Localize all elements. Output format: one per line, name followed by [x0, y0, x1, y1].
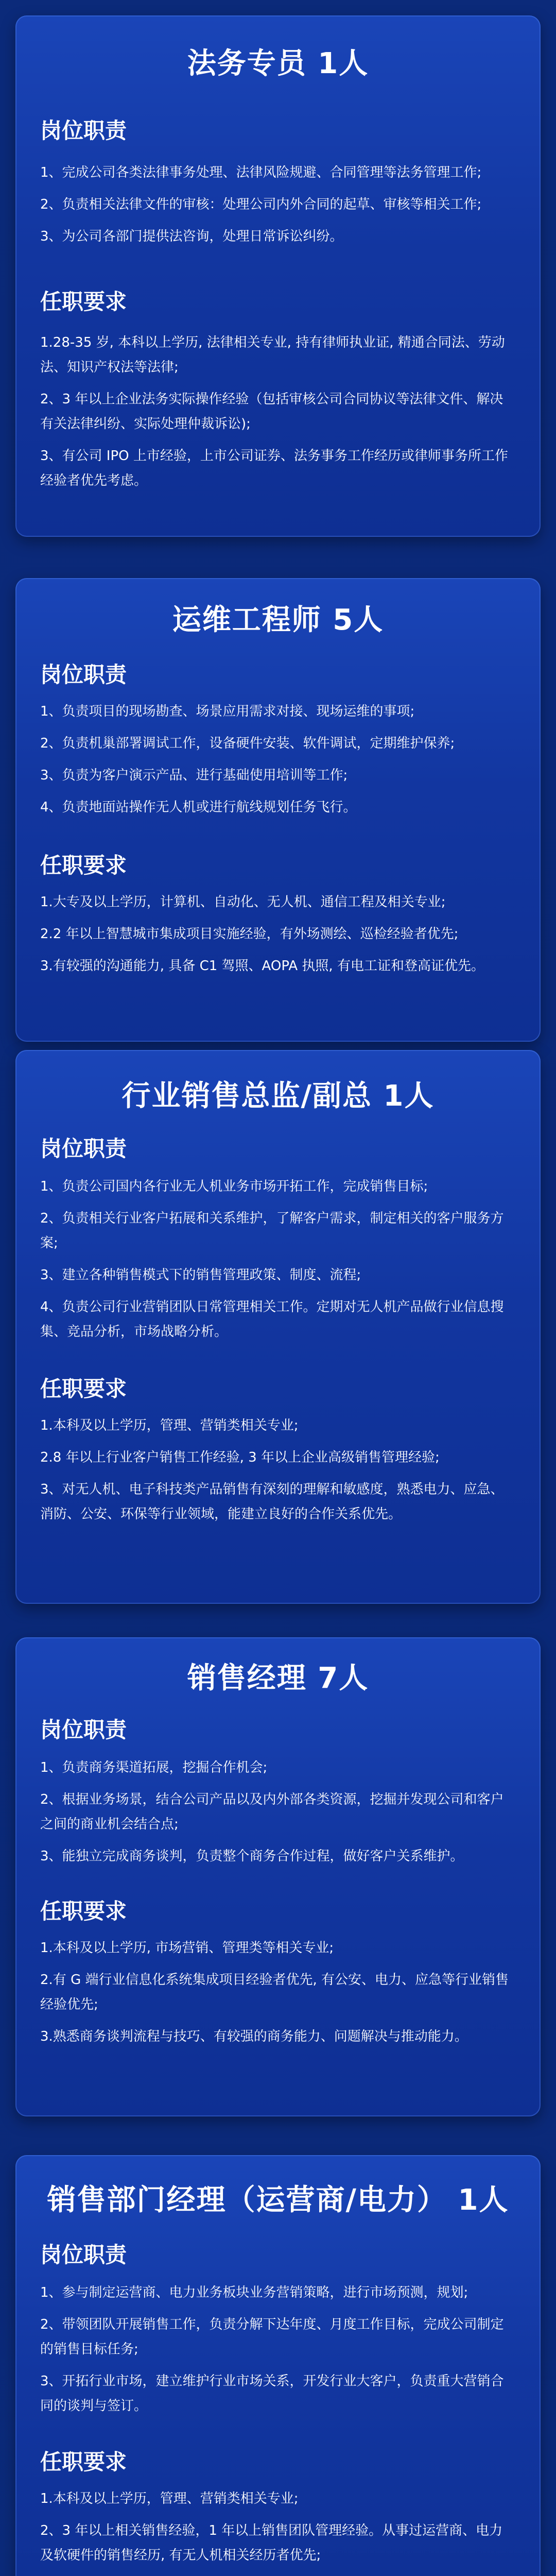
- job-title: 销售经理 7人: [187, 1662, 369, 1695]
- requirements-heading: 任职要求: [40, 289, 127, 315]
- duty-item: 3、负责为客户演示产品、进行基础使用培训等工作;: [40, 768, 348, 784]
- job-title: 行业销售总监/副总 1人: [121, 1079, 435, 1113]
- requirement-item: 3.有较强的沟通能力, 具备 C1 驾照、AOPA 执照, 有电工证和登高证优先。: [40, 958, 484, 974]
- duties-heading: 岗位职责: [40, 2242, 127, 2268]
- duty-item: 4、负责地面站操作无人机或进行航线规划任务飞行。: [40, 800, 357, 816]
- requirements-list: [40, 2486, 516, 2576]
- duty-item: 3、开拓行业市场，建立维护行业市场关系，开发行业大客户，负责重大营销合同的谈判与签订。: [40, 2374, 504, 2414]
- requirements-list: [40, 1413, 516, 1527]
- duty-item: 1、完成公司各类法律事务处理、法律风险规避、合同管理等法务管理工作;: [40, 165, 482, 181]
- job-title: 销售部门经理（运营商/电力） 1人: [47, 2183, 509, 2217]
- duty-item: 1、负责项目的现场勘查、场景应用需求对接、现场运维的事项;: [40, 704, 415, 720]
- requirement-item: 2、3 年以上相关销售经验，1 年以上销售团队管理经验。从事过运营商、电力及软硬件的销售经历, 有无人机相关经历者优先;: [40, 2523, 503, 2564]
- duty-item: 2、负责机巢部署调试工作，设备硬件安装、软件调试，定期维护保养;: [40, 736, 455, 752]
- requirement-item: 1.本科及以上学历, 市场营销、管理类等相关专业;: [40, 1940, 334, 1956]
- duties-heading: 岗位职责: [40, 1717, 127, 1743]
- duty-item: 1、负责商务渠道拓展，挖掘合作机会;: [40, 1760, 268, 1776]
- duty-item: 3、建立各种销售模式下的销售管理政策、制度、流程;: [40, 1267, 361, 1283]
- duties-list: [40, 2280, 516, 2418]
- duties-list: [40, 1174, 516, 1344]
- requirement-item: 2.2 年以上智慧城市集成项目实施经验，有外场测绘、巡检经验者优先;: [40, 926, 459, 942]
- duty-item: 1、负责公司国内各行业无人机业务市场开拓工作，完成销售目标;: [40, 1179, 428, 1195]
- requirements-list: [40, 1936, 516, 2049]
- requirements-heading: 任职要求: [40, 1376, 127, 1402]
- duty-item: 2、负责相关行业客户拓展和关系维护，了解客户需求，制定相关的客户服务方案;: [40, 1211, 504, 1251]
- job-card-sales-director: [15, 1050, 541, 1604]
- duties-list: [40, 1755, 516, 1869]
- requirements-heading: 任职要求: [40, 1899, 127, 1924]
- requirement-item: 1.大专及以上学历，计算机、自动化、无人机、通信工程及相关专业;: [40, 894, 446, 910]
- job-title: 法务专员 1人: [187, 47, 369, 80]
- duty-item: 2、带领团队开展销售工作，负责分解下达年度、月度工作目标，完成公司制定的销售目标任务;: [40, 2317, 504, 2358]
- duty-item: 3、为公司各部门提供法咨询，处理日常诉讼纠纷。: [40, 229, 343, 245]
- requirement-item: 1.28-35 岁, 本科以上学历, 法律相关专业, 持有律师执业证, 精通合同法、劳动法、知识产权法等法律;: [40, 335, 505, 376]
- requirements-heading: 任职要求: [40, 2449, 127, 2475]
- duty-item: 1、参与制定运营商、电力业务板块业务营销策略，进行市场预测，规划;: [40, 2285, 468, 2301]
- requirement-item: 2.8 年以上行业客户销售工作经验, 3 年以上企业高级销售管理经验;: [40, 1450, 440, 1466]
- requirement-item: 1.本科及以上学历，管理、营销类相关专业;: [40, 2491, 299, 2507]
- duty-item: 2、负责相关法律文件的审核：处理公司内外合同的起草、审核等相关工作;: [40, 197, 482, 213]
- duties-heading: 岗位职责: [40, 118, 127, 144]
- requirement-item: 1.本科及以上学历，管理、营销类相关专业;: [40, 1418, 299, 1434]
- job-card-legal: [15, 15, 541, 537]
- duties-list: [40, 699, 516, 820]
- job-title: 运维工程师 5人: [172, 603, 384, 637]
- job-card-ops-engineer: [15, 578, 541, 1042]
- requirement-item: 3.熟悉商务谈判流程与技巧、有较强的商务能力、问题解决与推动能力。: [40, 2029, 468, 2045]
- duty-item: 2、根据业务场景，结合公司产品以及内外部各类资源，挖掘并发现公司和客户之间的商业机会结合点;: [40, 1792, 504, 1833]
- requirement-item: 2.有 G 端行业信息化系统集成项目经验者优先, 有公安、电力、应急等行业销售经验优先;: [40, 1972, 509, 2013]
- requirements-heading: 任职要求: [40, 853, 127, 878]
- duty-item: 4、负责公司行业营销团队日常管理相关工作。定期对无人机产品做行业信息搜集、竞品分析，市场战略分析。: [40, 1299, 504, 1340]
- requirement-item: 3、有公司 IPO 上市经验，上市公司证券、法务事务工作经历或律师事务所工作经验者优先考虑。: [40, 448, 508, 489]
- requirements-list: [40, 890, 516, 978]
- requirements-list: [40, 330, 516, 493]
- duties-heading: 岗位职责: [40, 1136, 127, 1162]
- requirement-item: 3、对无人机、电子科技类产品销售有深刻的理解和敏感度，熟悉电力、应急、消防、公安、环保等行业领域，能建立良好的合作关系优先。: [40, 1482, 504, 1522]
- duties-list: [40, 160, 516, 249]
- duties-heading: 岗位职责: [40, 662, 127, 688]
- job-card-sales-dept-manager: [15, 2155, 541, 2576]
- requirement-item: 2、3 年以上企业法务实际操作经验（包括审核公司合同协议等法律文件、解决有关法律纠纷、实际处理仲裁诉讼);: [40, 392, 503, 432]
- job-card-sales-manager: [15, 1637, 541, 2116]
- duty-item: 3、能独立完成商务谈判，负责整个商务合作过程，做好客户关系维护。: [40, 1849, 464, 1865]
